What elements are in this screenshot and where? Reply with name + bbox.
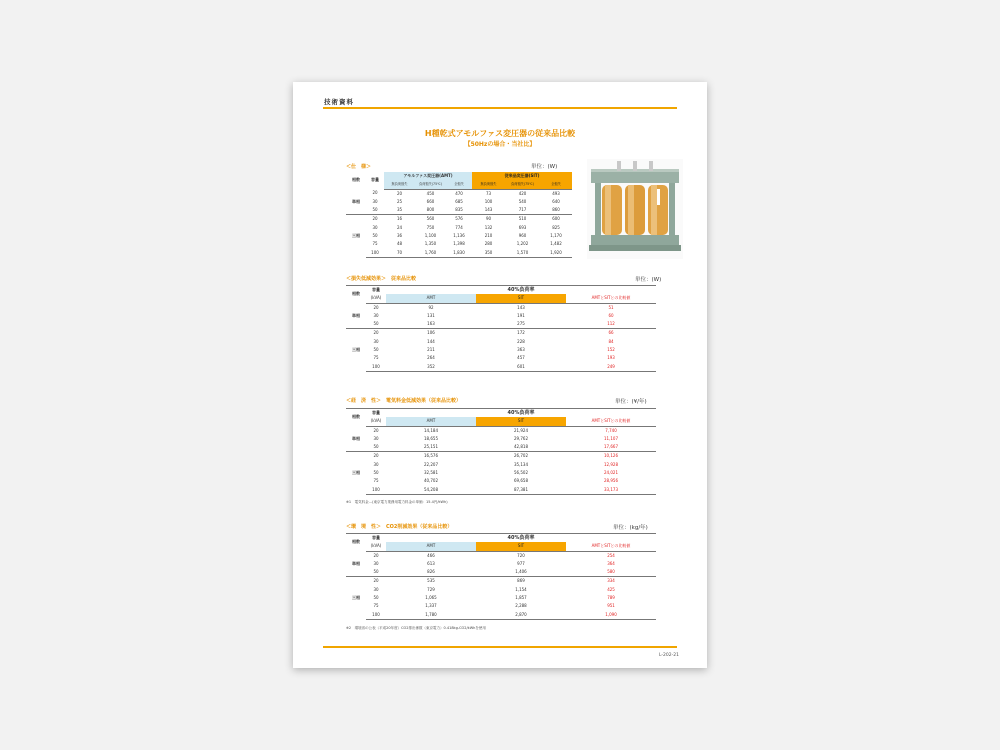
value-cell: 106 bbox=[386, 329, 476, 338]
value-cell: 24,021 bbox=[604, 470, 618, 476]
value-cell: 860 bbox=[552, 207, 560, 213]
value-cell: 1,760 bbox=[415, 249, 446, 258]
value-cell: 29,762 bbox=[514, 435, 528, 441]
loss-h-phase: 相数 bbox=[346, 286, 366, 304]
co2-heading: ＜環 境 性＞ CO2削減効果（従来品比較） bbox=[346, 524, 453, 530]
value-cell: 685 bbox=[455, 198, 463, 204]
table-row bbox=[346, 452, 656, 461]
value-cell: 1,090 bbox=[566, 611, 656, 620]
value-cell: 7,740 bbox=[605, 427, 617, 433]
cost-h-cap: 容量 bbox=[366, 409, 386, 418]
spec-h-sit: 従来品変圧器(SIT) bbox=[472, 172, 572, 180]
value-cell: 228 bbox=[517, 338, 525, 344]
value-cell: 42,818 bbox=[514, 444, 528, 450]
value-cell: 1,337 bbox=[425, 603, 437, 609]
value-cell: 35,134 bbox=[514, 461, 528, 467]
value-cell: 2,288 bbox=[515, 603, 527, 609]
capacity-cell: 20 bbox=[366, 577, 386, 586]
capacity-cell: 20 bbox=[373, 304, 379, 310]
value-cell: 720 bbox=[517, 552, 525, 558]
table-row bbox=[346, 354, 656, 362]
value-cell: 613 bbox=[427, 560, 435, 566]
value-cell: 1,065 bbox=[425, 595, 437, 601]
value-cell: 132 bbox=[484, 224, 493, 230]
value-cell: 280 bbox=[484, 241, 493, 247]
table-row bbox=[346, 426, 656, 435]
table-row bbox=[346, 312, 656, 320]
value-cell: 420 bbox=[518, 190, 527, 196]
loss-unit: 単位：(W) bbox=[635, 277, 662, 283]
value-cell: 800 bbox=[426, 207, 435, 213]
value-cell: 25,151 bbox=[424, 444, 438, 450]
loss-heading: ＜損失低減効果＞ 従来品比較 bbox=[346, 276, 417, 282]
capacity-cell: 50 bbox=[373, 470, 379, 476]
value-cell: 249 bbox=[566, 363, 656, 372]
value-cell: 172 bbox=[476, 329, 566, 338]
table-row bbox=[346, 486, 656, 495]
value-cell: 21,924 bbox=[514, 427, 528, 433]
capacity-cell: 100 bbox=[366, 486, 386, 495]
phase-cell: 三相 bbox=[346, 452, 366, 494]
value-cell: 210 bbox=[484, 233, 493, 239]
cost-h-phase: 相数 bbox=[346, 409, 366, 427]
transformer-photo bbox=[587, 159, 683, 259]
capacity-cell: 50 bbox=[373, 569, 379, 575]
value-cell: 350 bbox=[472, 249, 505, 258]
value-cell: 143 bbox=[517, 304, 525, 310]
table-row bbox=[346, 443, 656, 452]
value-cell: 163 bbox=[427, 321, 435, 327]
phase-cell: 単相 bbox=[352, 435, 360, 441]
value-cell: 1,202 bbox=[516, 241, 529, 247]
page-number: L-202-21 bbox=[659, 653, 679, 658]
cost-heading: ＜経 済 性＞ 電気料金低減効果（従来品比較） bbox=[346, 398, 462, 404]
value-cell: 493 bbox=[552, 190, 560, 196]
table-row bbox=[346, 189, 572, 198]
table-row bbox=[346, 577, 656, 586]
value-cell: 364 bbox=[607, 560, 615, 566]
value-cell: 20 bbox=[396, 190, 403, 196]
value-cell: 977 bbox=[517, 560, 525, 566]
capacity-cell: 30 bbox=[373, 461, 379, 467]
spec-sub-col: 無負荷損失 bbox=[384, 180, 415, 189]
value-cell: 254 bbox=[607, 552, 615, 558]
value-cell: 70 bbox=[384, 249, 415, 258]
value-cell: 48 bbox=[396, 241, 403, 247]
cost-h-amt: AMT bbox=[386, 417, 476, 426]
value-cell: 535 bbox=[386, 577, 476, 586]
capacity-cell: 50 bbox=[373, 347, 379, 353]
value-cell: 92 bbox=[428, 304, 434, 310]
value-cell: 826 bbox=[427, 569, 435, 575]
value-cell: 334 bbox=[566, 577, 656, 586]
table-row bbox=[346, 303, 656, 312]
value-cell: 143 bbox=[484, 207, 493, 213]
document-page bbox=[293, 82, 707, 668]
value-cell: 510 bbox=[505, 215, 540, 224]
co2-h-sit: SIT bbox=[476, 542, 566, 551]
co2-unit: 単位：(kg/年) bbox=[613, 525, 648, 531]
value-cell: 869 bbox=[476, 577, 566, 586]
value-cell: 36 bbox=[396, 233, 403, 239]
value-cell: 131 bbox=[427, 312, 435, 318]
value-cell: 18,655 bbox=[424, 435, 438, 441]
value-cell: 90 bbox=[472, 215, 505, 224]
value-cell: 580 bbox=[607, 569, 615, 575]
phase-cell: 単相 bbox=[352, 312, 360, 318]
doc-label: 技術資料 bbox=[324, 98, 354, 106]
capacity-cell: 30 bbox=[373, 560, 379, 566]
capacity-cell: 20 bbox=[373, 427, 379, 433]
table-row bbox=[346, 551, 656, 560]
table-row bbox=[346, 586, 656, 594]
value-cell: 25 bbox=[396, 198, 403, 204]
value-cell: 24 bbox=[396, 224, 403, 230]
value-cell: 14,184 bbox=[424, 427, 438, 433]
value-cell: 1,136 bbox=[453, 233, 465, 239]
table-row bbox=[346, 469, 656, 477]
value-cell: 84 bbox=[608, 338, 614, 344]
table-row bbox=[346, 320, 656, 329]
loss-h-amt: AMT bbox=[386, 294, 476, 303]
spec-h-cap: 容量 bbox=[371, 177, 379, 183]
cost-footnote: ※1 電気料金…(東京電力業務用電力料金の単価：15.4円/kWh) bbox=[346, 500, 448, 504]
value-cell: 457 bbox=[517, 355, 525, 361]
value-cell: 16 bbox=[384, 215, 415, 224]
table-row bbox=[346, 363, 656, 372]
value-cell: 1,406 bbox=[515, 569, 527, 575]
value-cell: 560 bbox=[415, 215, 446, 224]
value-cell: 951 bbox=[607, 603, 615, 609]
table-row bbox=[346, 461, 656, 469]
capacity-cell: 75 bbox=[373, 355, 379, 361]
value-cell: 352 bbox=[386, 363, 476, 372]
co2-h-kva: (kVA) bbox=[366, 542, 386, 551]
table-row bbox=[346, 232, 572, 240]
value-cell: 22,207 bbox=[424, 461, 438, 467]
capacity-cell: 20 bbox=[366, 452, 386, 461]
value-cell: 193 bbox=[607, 355, 615, 361]
capacity-cell: 100 bbox=[366, 363, 386, 372]
co2-footnote: ※2 環境省の公表（平成20年度）CO2排出係数（東京電力）0.418kg-CO2/kWhを使用 bbox=[346, 626, 486, 630]
table-row bbox=[346, 560, 656, 568]
value-cell: 1,398 bbox=[453, 241, 465, 247]
table-row bbox=[346, 568, 656, 577]
value-cell: 693 bbox=[518, 224, 527, 230]
phase-cell: 三相 bbox=[346, 215, 366, 257]
value-cell: 16,576 bbox=[386, 452, 476, 461]
value-cell: 112 bbox=[607, 321, 615, 327]
value-cell: 425 bbox=[607, 586, 615, 592]
capacity-cell: 30 bbox=[373, 435, 379, 441]
capacity-cell: 20 bbox=[373, 552, 379, 558]
loss-table bbox=[346, 285, 656, 372]
capacity-cell: 20 bbox=[372, 190, 378, 196]
value-cell: 12,928 bbox=[604, 461, 618, 467]
value-cell: 56,502 bbox=[514, 470, 528, 476]
value-cell: 1,350 bbox=[424, 241, 437, 247]
capacity-cell: 100 bbox=[366, 249, 384, 258]
table-row bbox=[346, 594, 656, 602]
loss-h-sit: SIT bbox=[476, 294, 566, 303]
cost-h-kva: (kVA) bbox=[366, 417, 386, 426]
spec-sub-col: 負荷損失(75℃) bbox=[505, 180, 540, 189]
value-cell: 729 bbox=[427, 586, 435, 592]
capacity-cell: 20 bbox=[366, 215, 384, 224]
table-row bbox=[346, 240, 572, 248]
header-rule bbox=[323, 107, 677, 109]
value-cell: 60 bbox=[608, 312, 614, 318]
table-row bbox=[346, 198, 572, 206]
cost-h-load: 40%負荷率 bbox=[386, 409, 656, 418]
spec-h-amt: アモルファス変圧器(AMT) bbox=[384, 172, 472, 180]
table-row bbox=[346, 215, 572, 224]
table-row bbox=[346, 224, 572, 232]
value-cell: 1,100 bbox=[424, 233, 437, 239]
page-subtitle: 【50Hzの場合・当社比】 bbox=[464, 141, 536, 148]
phase-cell: 単相 bbox=[352, 198, 360, 204]
value-cell: 960 bbox=[518, 233, 527, 239]
value-cell: 1,830 bbox=[446, 249, 472, 258]
value-cell: 191 bbox=[517, 312, 525, 318]
value-cell: 835 bbox=[455, 207, 463, 213]
value-cell: 750 bbox=[426, 224, 435, 230]
loss-h-cap: 容量 bbox=[366, 286, 386, 295]
table-row bbox=[346, 329, 656, 338]
co2-h-cap: 容量 bbox=[366, 534, 386, 543]
value-cell: 601 bbox=[476, 363, 566, 372]
value-cell: 450 bbox=[426, 190, 435, 196]
spec-unit: 単位：(W) bbox=[531, 164, 558, 170]
value-cell: 211 bbox=[427, 347, 435, 353]
value-cell: 1,570 bbox=[505, 249, 540, 258]
capacity-cell: 75 bbox=[373, 478, 379, 484]
value-cell: 470 bbox=[455, 190, 463, 196]
value-cell: 576 bbox=[446, 215, 472, 224]
value-cell: 144 bbox=[427, 338, 435, 344]
value-cell: 66 bbox=[566, 329, 656, 338]
value-cell: 363 bbox=[517, 347, 525, 353]
capacity-cell: 30 bbox=[373, 586, 379, 592]
value-cell: 32,581 bbox=[424, 470, 438, 476]
value-cell: 600 bbox=[540, 215, 572, 224]
value-cell: 1,482 bbox=[550, 241, 562, 247]
value-cell: 2,870 bbox=[476, 611, 566, 620]
value-cell: 640 bbox=[552, 198, 560, 204]
value-cell: 264 bbox=[427, 355, 435, 361]
value-cell: 69,658 bbox=[514, 478, 528, 484]
spec-table bbox=[346, 172, 572, 258]
table-row bbox=[346, 206, 572, 215]
co2-table bbox=[346, 533, 656, 620]
spec-h-phase: 相数 bbox=[352, 177, 360, 183]
value-cell: 35 bbox=[396, 207, 403, 213]
table-row bbox=[346, 611, 656, 620]
spec-sub-col: 全損失 bbox=[540, 180, 572, 189]
value-cell: 717 bbox=[518, 207, 527, 213]
value-cell: 152 bbox=[607, 347, 615, 353]
capacity-cell: 30 bbox=[372, 198, 378, 204]
capacity-cell: 50 bbox=[373, 595, 379, 601]
value-cell: 660 bbox=[426, 198, 435, 204]
capacity-cell: 30 bbox=[373, 338, 379, 344]
cost-h-diff: AMTとSITとの比較値 bbox=[566, 417, 656, 426]
capacity-cell: 75 bbox=[373, 603, 379, 609]
value-cell: 26,702 bbox=[476, 452, 566, 461]
capacity-cell: 50 bbox=[372, 233, 378, 239]
cost-table bbox=[346, 408, 656, 495]
value-cell: 275 bbox=[517, 321, 525, 327]
table-row bbox=[346, 602, 656, 610]
capacity-cell: 30 bbox=[372, 224, 378, 230]
value-cell: 40,702 bbox=[424, 478, 438, 484]
spec-sub-col: 無負荷損失 bbox=[472, 180, 505, 189]
table-row bbox=[346, 346, 656, 354]
capacity-cell: 100 bbox=[366, 611, 386, 620]
value-cell: 11,107 bbox=[604, 435, 618, 441]
phase-cell: 単相 bbox=[352, 560, 360, 566]
value-cell: 28,956 bbox=[604, 478, 618, 484]
spec-heading: ＜仕 様＞ bbox=[346, 164, 372, 170]
capacity-cell: 50 bbox=[373, 321, 379, 327]
value-cell: 87,381 bbox=[476, 486, 566, 495]
table-row bbox=[346, 338, 656, 346]
capacity-cell: 50 bbox=[373, 444, 379, 450]
value-cell: 466 bbox=[427, 552, 435, 558]
value-cell: 825 bbox=[552, 224, 560, 230]
value-cell: 1,920 bbox=[540, 249, 572, 258]
capacity-cell: 20 bbox=[366, 329, 386, 338]
loss-h-load: 40%負荷率 bbox=[386, 286, 656, 295]
loss-h-diff: AMTとSITとの比較値 bbox=[566, 294, 656, 303]
phase-cell: 三相 bbox=[346, 329, 366, 371]
co2-h-diff: AMTとSITとの比較値 bbox=[566, 542, 656, 551]
spec-sub-col: 全損失 bbox=[446, 180, 472, 189]
co2-h-amt: AMT bbox=[386, 542, 476, 551]
value-cell: 51 bbox=[608, 304, 614, 310]
spec-sub-col: 負荷損失(75℃) bbox=[415, 180, 446, 189]
value-cell: 1,154 bbox=[515, 586, 527, 592]
value-cell: 54,208 bbox=[386, 486, 476, 495]
cost-unit: 単位：(¥/年) bbox=[615, 399, 647, 405]
page-title: H種乾式アモルファス変圧器の従来品比較 bbox=[424, 129, 576, 138]
value-cell: 17,667 bbox=[604, 444, 618, 450]
value-cell: 100 bbox=[484, 198, 493, 204]
loss-h-kva: (kVA) bbox=[366, 294, 386, 303]
value-cell: 540 bbox=[518, 198, 527, 204]
capacity-cell: 30 bbox=[373, 312, 379, 318]
value-cell: 789 bbox=[607, 595, 615, 601]
cost-h-sit: SIT bbox=[476, 417, 566, 426]
value-cell: 774 bbox=[455, 224, 463, 230]
footer-rule bbox=[323, 646, 677, 648]
table-row bbox=[346, 477, 656, 485]
phase-cell: 三相 bbox=[346, 577, 366, 619]
value-cell: 33,173 bbox=[566, 486, 656, 495]
table-row bbox=[346, 435, 656, 443]
co2-h-load: 40%負荷率 bbox=[386, 534, 656, 543]
value-cell: 1,780 bbox=[386, 611, 476, 620]
value-cell: 1,170 bbox=[550, 233, 562, 239]
co2-h-phase: 相数 bbox=[346, 534, 366, 552]
table-row bbox=[346, 249, 572, 258]
value-cell: 10,126 bbox=[566, 452, 656, 461]
capacity-cell: 75 bbox=[372, 241, 378, 247]
value-cell: 73 bbox=[485, 190, 492, 196]
capacity-cell: 50 bbox=[372, 207, 378, 213]
value-cell: 1,857 bbox=[515, 595, 527, 601]
